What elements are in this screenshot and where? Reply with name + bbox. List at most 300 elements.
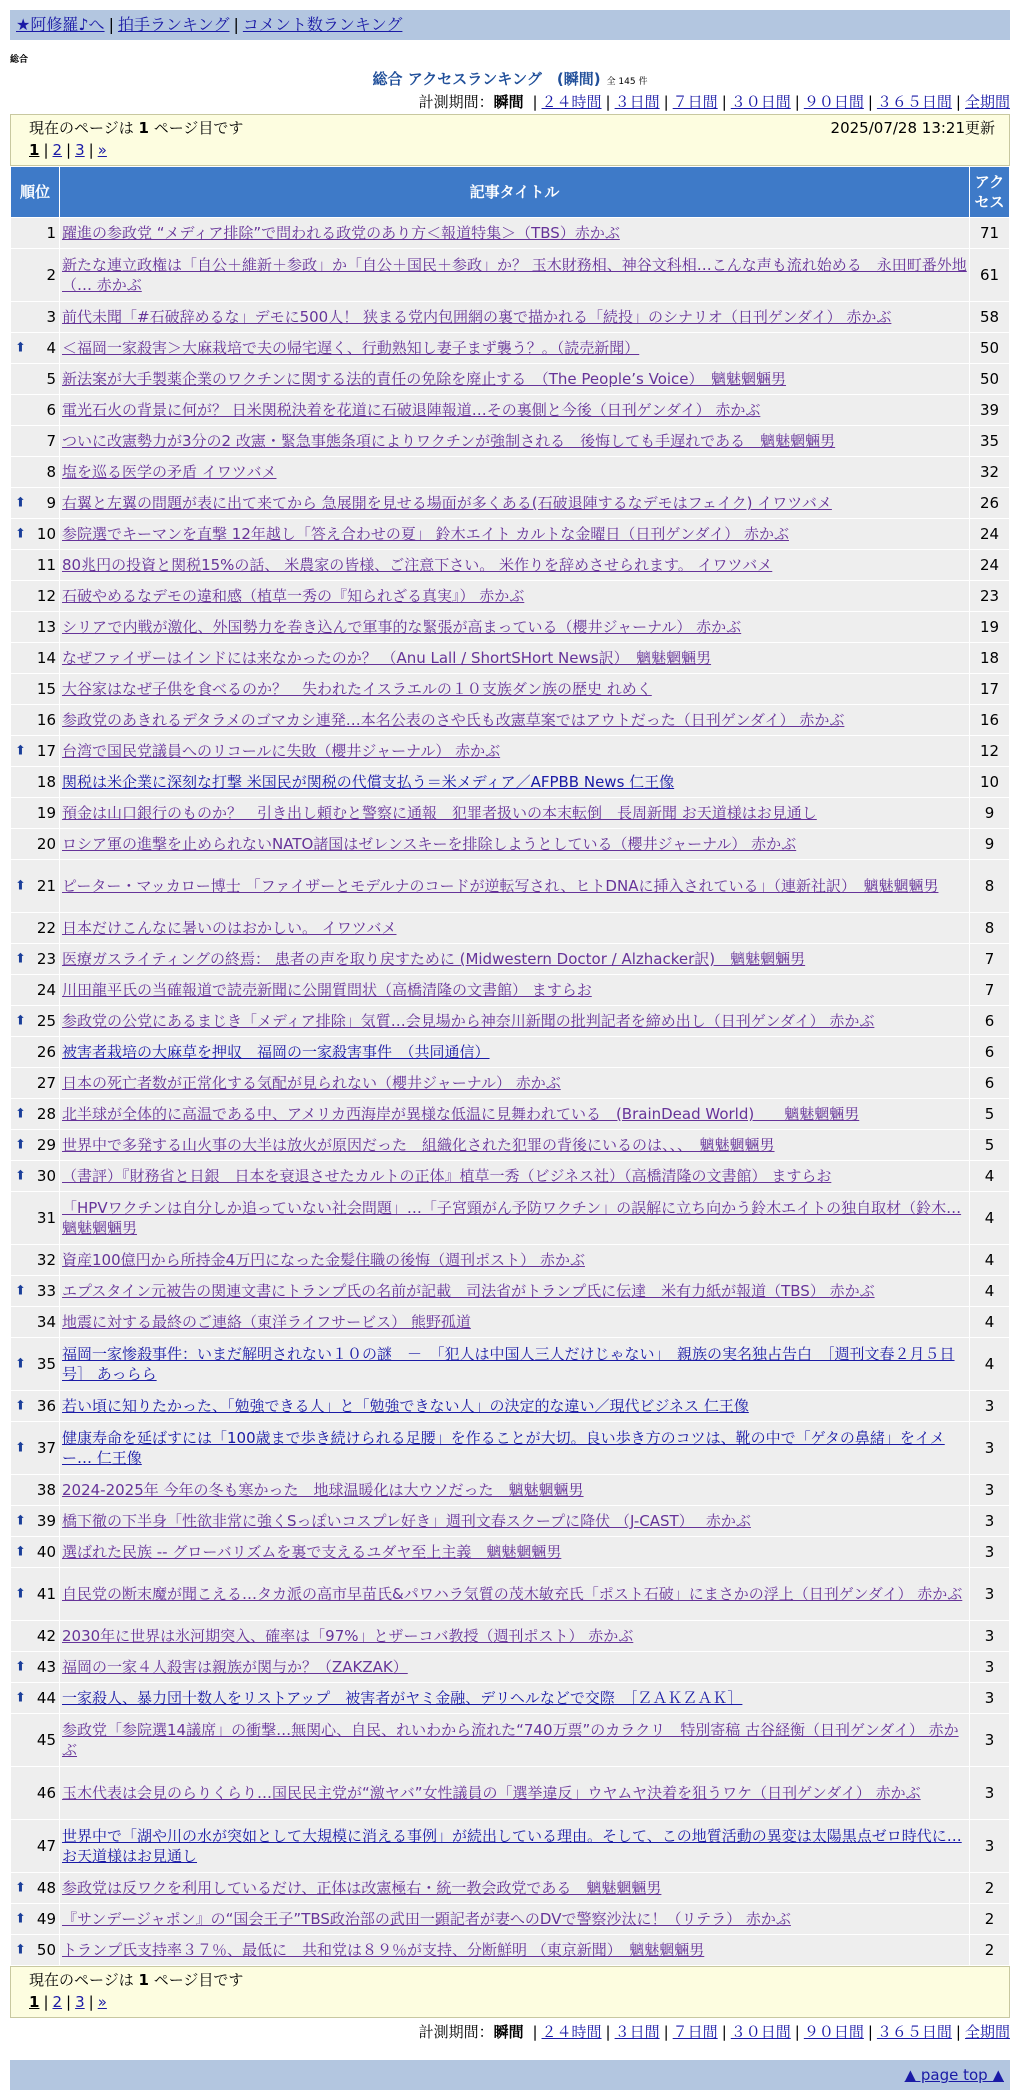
bottom-bar xyxy=(10,2060,1010,2090)
rank-cell xyxy=(11,1130,59,1160)
page-separator: | xyxy=(66,1993,72,2011)
rank-cell xyxy=(11,333,59,363)
page-links xyxy=(29,1991,995,2013)
access-count: 18 xyxy=(970,643,1009,673)
access-count: 3 xyxy=(970,1391,1009,1421)
article-link[interactable]: （書評）『財務省と日銀 日本を衰退させたカルトの正体』植草一秀（ビジネス社）（高橋清隆の文書館） ますらお xyxy=(62,1167,832,1185)
table-row xyxy=(11,767,1009,797)
access-count: 26 xyxy=(970,488,1009,518)
period-link[interactable]: ２４時間 xyxy=(541,2023,602,2041)
title-cell xyxy=(60,488,969,518)
article-link[interactable]: 参政党は反ワクを利用しているだけ、正体は改憲極右・統一教会政党である 魑魅魍魎男 xyxy=(62,1879,662,1897)
column-rank: 順位 xyxy=(11,167,59,217)
article-link[interactable]: 橋下徹の下半身「性欲非常に強くSっぽいコスプレ好き」週刊文春スクープに降伏 （J-CAST） 赤かぶ xyxy=(62,1512,751,1530)
period-separator: | xyxy=(663,2023,669,2041)
rank-number: 42 xyxy=(36,1627,56,1645)
ranking-heading xyxy=(10,68,1010,90)
table-row xyxy=(11,1422,1009,1474)
title-cell xyxy=(60,1820,969,1872)
page-status: 現在のページは 1 ページ目です xyxy=(29,119,244,137)
up-arrow-icon: ⬆ xyxy=(15,340,26,356)
article-link[interactable]: ついに改憲勢力が3分の2 改憲・緊急事態条項によりワクチンが強制される 後悔しても手遅れである 魑魅魍魎男 xyxy=(62,432,836,450)
ranking-table xyxy=(10,166,1010,1966)
next-page-link[interactable]: » xyxy=(97,1993,107,2011)
rank-number: 14 xyxy=(36,649,56,667)
rank-number: 40 xyxy=(36,1543,56,1561)
table-row xyxy=(11,1276,1009,1306)
article-link[interactable]: 参政党「参院選14議席」の衝撃…無関心、自民、れいわから流れた“740万票”のカラクリ 特別寄稿 古谷経衡（日刊ゲンダイ） 赤かぶ xyxy=(62,1721,959,1759)
access-count: 8 xyxy=(970,860,1009,912)
article-link[interactable]: 若い頃に知りたかった、「勉強できる人」と「勉強できない人」の決定的な違い／現代ビジネス 仁王像 xyxy=(62,1397,749,1415)
rank-number: 15 xyxy=(36,680,56,698)
table-row xyxy=(11,1904,1009,1934)
article-link[interactable]: 玉木代表は会見のらりくらり…国民民主党が“激ヤバ”女性議員の「選挙違反」ウヤムヤ決着を狙うワケ（日刊ゲンダイ） 赤かぶ xyxy=(62,1784,921,1802)
rank-cell xyxy=(11,1568,59,1620)
access-count: 5 xyxy=(970,1130,1009,1160)
period-link[interactable]: ３日間 xyxy=(614,2023,660,2041)
access-count: 4 xyxy=(970,1161,1009,1191)
access-count: 3 xyxy=(970,1652,1009,1682)
article-link[interactable]: 被害者栽培の大麻草を押収 福岡の一家殺害事件 （共同通信） xyxy=(62,1043,490,1061)
article-link[interactable]: 塩を巡る医学の矛盾 イワツバメ xyxy=(62,463,277,481)
access-count: 12 xyxy=(970,736,1009,766)
article-link[interactable]: 自民党の断末魔が聞こえる…タカ派の高市早苗氏&パワハラ気質の茂木敏充氏「ポスト石破」にまさかの浮上（日刊ゲンダイ） 赤かぶ xyxy=(62,1585,963,1603)
page-separator: | xyxy=(88,141,94,159)
article-link[interactable]: 医療ガスライティングの終焉： 患者の声を取り戻すために (Midwestern Doctor / Alzhacker訳) 魑魅魍魎男 xyxy=(62,950,806,968)
access-count: 3 xyxy=(970,1568,1009,1620)
table-row xyxy=(11,457,1009,487)
period-links xyxy=(528,2023,1010,2041)
period-link[interactable]: ３６５日間 xyxy=(876,93,952,111)
rank-number: 6 xyxy=(46,401,56,419)
rank-number: 24 xyxy=(36,981,56,999)
article-link[interactable]: 石破やめるなデモの違和感（植草一秀の『知られざる真実』） 赤かぶ xyxy=(62,587,525,605)
title-cell xyxy=(60,550,969,580)
up-arrow-icon: ⬆ xyxy=(15,526,26,542)
rank-number: 44 xyxy=(36,1689,56,1707)
up-arrow-icon: ⬆ xyxy=(15,951,26,967)
title-cell xyxy=(60,612,969,642)
table-row xyxy=(11,913,1009,943)
up-arrow-icon: ⬆ xyxy=(15,1137,26,1153)
article-link[interactable]: 参政党の公党にあるまじき「メディア排除」気質…会見場から神奈川新聞の批判記者を締め出し（日刊ゲンダイ） 赤かぶ xyxy=(62,1012,875,1030)
access-count: 4 xyxy=(970,1338,1009,1390)
article-link[interactable]: 世界中で多発する山火事の大半は放火が原因だった 組織化された犯罪の背後にいるのは、、、 魑魅魍魎男 xyxy=(62,1136,775,1154)
access-count: 24 xyxy=(970,550,1009,580)
page-link[interactable]: 3 xyxy=(75,141,85,159)
period-selector-top xyxy=(10,90,1010,114)
period-link[interactable]: ２４時間 xyxy=(541,93,602,111)
up-arrow-icon: ⬆ xyxy=(15,1586,26,1602)
table-row xyxy=(11,1307,1009,1337)
period-link[interactable]: ３日間 xyxy=(614,93,660,111)
title-cell xyxy=(60,1037,969,1067)
title-cell xyxy=(60,1475,969,1505)
category-label: 総合 xyxy=(10,55,29,65)
title-cell xyxy=(60,1006,969,1036)
article-link[interactable]: 一家殺人、暴力団十数人をリストアップ 被害者がヤミ金融、デリヘルなどで交際 ［ＺＡＫＺＡＫ］ xyxy=(62,1689,743,1707)
article-link[interactable]: 躍進の参政党 “メディア排除”で問われる政党のあり方＜報道特集＞（TBS）赤かぶ xyxy=(62,224,620,242)
article-link[interactable]: 80兆円の投資と関税15%の話、 米農家の皆様、ご注意下さい。 米作りを辞めさせられます。 イワツバメ xyxy=(62,556,773,574)
rank-number: 9 xyxy=(46,494,56,512)
period-link[interactable]: 全期間 xyxy=(964,2023,1010,2041)
rank-cell xyxy=(11,1537,59,1567)
access-count: 4 xyxy=(970,1192,1009,1244)
rank-cell xyxy=(11,249,59,301)
title-cell xyxy=(60,333,969,363)
title-cell xyxy=(60,674,969,704)
up-arrow-icon: ⬆ xyxy=(15,1942,26,1958)
article-link[interactable]: トランプ氏支持率３７％、最低に 共和党は８９％が支持、分断鮮明 （東京新聞） 魑魅魍魎男 xyxy=(62,1941,705,1959)
title-cell xyxy=(60,860,969,912)
rank-cell xyxy=(11,913,59,943)
access-count: 17 xyxy=(970,674,1009,704)
rank-number: 29 xyxy=(36,1136,56,1154)
table-row xyxy=(11,1935,1009,1965)
rank-number: 49 xyxy=(36,1910,56,1928)
title-cell xyxy=(60,767,969,797)
title-cell xyxy=(60,1904,969,1934)
title-cell xyxy=(60,1099,969,1129)
access-count: 58 xyxy=(970,302,1009,332)
page-current: 1 xyxy=(29,1993,40,2011)
title-cell xyxy=(60,913,969,943)
period-separator: | xyxy=(605,2023,611,2041)
article-link[interactable]: 北半球が全体的に高温である中、アメリカ西海岸が異様な低温に見舞われている (BrainDead World) 魑魅魍魎男 xyxy=(62,1105,860,1123)
access-count: 9 xyxy=(970,798,1009,828)
access-count: 19 xyxy=(970,612,1009,642)
rank-cell xyxy=(11,1714,59,1766)
access-count: 8 xyxy=(970,913,1009,943)
title-cell xyxy=(60,736,969,766)
rank-cell xyxy=(11,1475,59,1505)
page-link[interactable]: 3 xyxy=(75,1993,85,2011)
rank-number: 20 xyxy=(36,835,56,853)
period-link[interactable]: ３０日間 xyxy=(730,2023,791,2041)
title-cell xyxy=(60,944,969,974)
up-arrow-icon: ⬆ xyxy=(15,878,26,894)
article-link[interactable]: 選ばれた民族 -- グローバリズムを裏で支えるユダヤ至上主義 魑魅魍魎男 xyxy=(62,1543,562,1561)
rank-cell xyxy=(11,1820,59,1872)
rank-number: 50 xyxy=(36,1941,56,1959)
title-cell xyxy=(60,1307,969,1337)
up-arrow-icon: ⬆ xyxy=(15,495,26,511)
page-top-link[interactable]: ▲ page top ▲ xyxy=(904,2066,1004,2084)
article-link[interactable]: 参政党のあきれるデタラメのゴマカシ連発…本名公表のさや氏も改憲草案ではアウトだった（日刊ゲンダイ） 赤かぶ xyxy=(62,711,845,729)
title-cell xyxy=(60,1537,969,1567)
access-count: 2 xyxy=(970,1873,1009,1903)
access-count: 6 xyxy=(970,1068,1009,1098)
title-cell xyxy=(60,1245,969,1275)
article-link[interactable]: ピーター・マッカロー博士 「ファイザーとモデルナのコードが逆転写され、ヒトDNAに挿入されている」（連新社訳） 魑魅魍魎男 xyxy=(62,877,939,895)
page-link[interactable]: 2 xyxy=(52,1993,63,2011)
period-link[interactable]: 全期間 xyxy=(964,93,1010,111)
period-link[interactable]: ７日間 xyxy=(672,93,718,111)
table-row xyxy=(11,550,1009,580)
rank-cell xyxy=(11,519,59,549)
title-cell xyxy=(60,1714,969,1766)
comment-ranking-link[interactable]: コメント数ランキング xyxy=(242,15,403,34)
title-cell xyxy=(60,798,969,828)
title-cell xyxy=(60,643,969,673)
rank-number: 39 xyxy=(36,1512,56,1530)
period-link[interactable]: ９０日間 xyxy=(803,93,864,111)
title-cell xyxy=(60,457,969,487)
article-link[interactable]: 大谷家はなぜ子供を食べるのか？ 失われたイスラエルの１０支族ダン族の歴史 れめく xyxy=(62,680,652,698)
table-row xyxy=(11,612,1009,642)
rank-cell xyxy=(11,1099,59,1129)
rank-number: 34 xyxy=(36,1313,56,1331)
period-separator: | xyxy=(794,93,800,111)
page-separator: | xyxy=(66,141,72,159)
up-arrow-icon: ⬆ xyxy=(15,1168,26,1184)
article-link[interactable]: 健康寿命を延ばすには「100歳まで歩き続けられる足腰」を作ることが大切。良い歩き方のコツは、靴の中で「ゲタの鼻緒」をイメー… 仁王像 xyxy=(62,1429,945,1467)
rank-number: 27 xyxy=(36,1074,56,1092)
rank-number: 22 xyxy=(36,919,56,937)
rank-cell xyxy=(11,829,59,859)
rank-number: 47 xyxy=(36,1837,56,1855)
page xyxy=(10,0,1010,2090)
article-link[interactable]: 福岡一家惨殺事件：いまだ解明されない１０の謎 － 「犯人は中国人三人だけじゃない」 親族の実名独占告白 ［週刊文春２月５日号］ あっらら xyxy=(62,1345,955,1383)
article-link[interactable]: 日本の死亡者数が正常化する気配が見られない（櫻井ジャーナル） 赤かぶ xyxy=(62,1074,561,1092)
rank-number: 41 xyxy=(36,1585,56,1603)
page-link[interactable]: 2 xyxy=(52,141,63,159)
rank-cell xyxy=(11,860,59,912)
up-arrow-icon: ⬆ xyxy=(15,1911,26,1927)
rank-number: 21 xyxy=(36,877,56,895)
table-row xyxy=(11,519,1009,549)
rank-cell xyxy=(11,705,59,735)
title-cell xyxy=(60,1276,969,1306)
period-link[interactable]: ７日間 xyxy=(672,2023,718,2041)
period-link[interactable]: ３０日間 xyxy=(730,93,791,111)
home-link[interactable]: ★阿修羅♪へ xyxy=(16,15,105,34)
rank-number: 48 xyxy=(36,1879,56,1897)
article-link[interactable]: 日本だけこんなに暑いのはおかしい。 イワツバメ xyxy=(62,919,397,937)
article-link[interactable]: 『サンデージャポン』の“国会王子”TBS政治部の武田一顕記者が妻へのDVで警察沙汰に！（リテラ） 赤かぶ xyxy=(62,1910,791,1928)
access-count: 3 xyxy=(970,1714,1009,1766)
rank-cell xyxy=(11,1006,59,1036)
article-link[interactable]: 参院選でキーマンを直撃 12年越し「答え合わせの夏」 鈴木エイト カルトな金曜日（日刊ゲンダイ） 赤かぶ xyxy=(62,525,789,543)
up-arrow-icon: ⬆ xyxy=(15,1513,26,1529)
access-count: 35 xyxy=(970,426,1009,456)
rank-number: 5 xyxy=(46,370,56,388)
rank-number: 38 xyxy=(36,1481,56,1499)
rank-cell xyxy=(11,550,59,580)
rank-number: 13 xyxy=(36,618,56,636)
rank-number: 10 xyxy=(36,525,56,543)
rank-cell xyxy=(11,1037,59,1067)
article-link[interactable]: 右翼と左翼の問題が表に出て来てから 急展開を見せる場面が多くある(石破退陣するなデモはフェイク) イワツバメ xyxy=(62,494,832,512)
page-current: 1 xyxy=(29,141,40,159)
rank-cell xyxy=(11,1904,59,1934)
top-nav-bar xyxy=(10,10,1010,40)
table-row xyxy=(11,1683,1009,1713)
rank-number: 12 xyxy=(36,587,56,605)
period-links xyxy=(528,93,1010,111)
up-arrow-icon: ⬆ xyxy=(15,1398,26,1414)
access-count: 32 xyxy=(970,457,1009,487)
rank-cell xyxy=(11,1506,59,1536)
access-count: 50 xyxy=(970,333,1009,363)
table-row xyxy=(11,860,1009,912)
article-link[interactable]: 電光石火の背景に何が？ 日米関税決着を花道に石破退陣報道…その裏側と今後（日刊ゲンダイ） 赤かぶ xyxy=(62,401,761,419)
access-count: 3 xyxy=(970,1621,1009,1651)
table-row xyxy=(11,1537,1009,1567)
access-count: 39 xyxy=(970,395,1009,425)
article-link[interactable]: 福岡の一家４人殺害は親族が関与か？（ZAKZAK） xyxy=(62,1658,408,1676)
article-link[interactable]: 世界中で「湖や川の水が突如として大規模に消える事例」が続出している理由。そして、この地質活動の異変は太陽黒点ゼロ時代に… お天道様はお見通し xyxy=(62,1827,962,1865)
article-link[interactable]: エプスタイン元被告の関連文書にトランプ氏の名前が記載 司法省がトランプ氏に伝達 米有力紙が報道（TBS） 赤かぶ xyxy=(62,1282,875,1300)
rank-number: 46 xyxy=(36,1784,56,1802)
rank-number: 33 xyxy=(36,1282,56,1300)
article-link[interactable]: 川田龍平氏の当確報道で読売新聞に公開質問状（高橋清隆の文書館） ますらお xyxy=(62,981,592,999)
title-cell xyxy=(60,1683,969,1713)
rank-number: 26 xyxy=(36,1043,56,1061)
rank-number: 7 xyxy=(46,432,56,450)
article-link[interactable]: 2030年に世界は氷河期突入、確率は「97%」とザーコバ教授（週刊ポスト） 赤かぶ xyxy=(62,1627,634,1645)
article-link[interactable]: 預金は山口銀行のものか？ 引き出し頼むと警察に通報 犯罪者扱いの本末転倒 長周新聞 お天道様はお見通し xyxy=(62,804,817,822)
table-row xyxy=(11,1714,1009,1766)
up-arrow-icon: ⬆ xyxy=(15,1659,26,1675)
period-separator: | xyxy=(955,93,961,111)
title-cell xyxy=(60,829,969,859)
rank-number: 19 xyxy=(36,804,56,822)
table-row xyxy=(11,1621,1009,1651)
table-row xyxy=(11,1192,1009,1244)
table-row xyxy=(11,1506,1009,1536)
period-separator: | xyxy=(867,2023,873,2041)
article-link[interactable]: 資産100億円から所持金4万円になった金髪住職の後悔（週刊ポスト） 赤かぶ xyxy=(62,1251,585,1269)
rank-cell xyxy=(11,457,59,487)
rank-cell xyxy=(11,1307,59,1337)
up-arrow-icon: ⬆ xyxy=(15,1880,26,1896)
rank-cell xyxy=(11,488,59,518)
table-row xyxy=(11,1245,1009,1275)
table-row xyxy=(11,1391,1009,1421)
period-separator: | xyxy=(663,93,669,111)
rank-cell xyxy=(11,736,59,766)
access-count: 7 xyxy=(970,944,1009,974)
article-link[interactable]: ロシア軍の進撃を止められないNATO諸国はゼレンスキーを排除しようとしている（櫻井ジャーナル） 赤かぶ xyxy=(62,835,797,853)
article-link[interactable]: 2024-2025年 今年の冬も寒かった 地球温暖化は大ウソだった 魑魅魍魎男 xyxy=(62,1481,584,1499)
rank-cell xyxy=(11,395,59,425)
table-row xyxy=(11,1068,1009,1098)
access-count: 4 xyxy=(970,1276,1009,1306)
article-link[interactable]: 台湾で国民党議員へのリコールに失敗（櫻井ジャーナル） 赤かぶ xyxy=(62,742,501,760)
rank-cell xyxy=(11,1192,59,1244)
table-row xyxy=(11,364,1009,394)
rank-cell xyxy=(11,1652,59,1682)
access-count: 9 xyxy=(970,829,1009,859)
applause-ranking-link[interactable]: 拍手ランキング xyxy=(117,15,230,34)
updated-timestamp: 2025/07/28 13:21更新 xyxy=(830,119,995,137)
total-count: 全 145 件 xyxy=(606,77,648,87)
pager-bottom xyxy=(10,1966,1010,2018)
rank-cell xyxy=(11,218,59,248)
up-arrow-icon: ⬆ xyxy=(15,1440,26,1456)
rank-number: 37 xyxy=(36,1439,56,1457)
access-count: 2 xyxy=(970,1904,1009,1934)
period-separator: | xyxy=(532,93,538,111)
article-link[interactable]: 「HPVワクチンは自分しか追っていない社会問題」…「子宮頸がん予防ワクチン」の誤解に立ち向かう鈴木エイトの独自取材（鈴木… 魑魅魍魎男 xyxy=(62,1199,962,1237)
rank-cell xyxy=(11,767,59,797)
period-link[interactable]: ３６５日間 xyxy=(876,2023,952,2041)
rank-cell xyxy=(11,1935,59,1965)
rank-number: 45 xyxy=(36,1731,56,1749)
ranking-rows xyxy=(11,218,1009,1965)
rank-cell xyxy=(11,643,59,673)
table-row xyxy=(11,798,1009,828)
table-row xyxy=(11,1130,1009,1160)
rank-number: 36 xyxy=(36,1397,56,1415)
title-cell xyxy=(60,519,969,549)
article-link[interactable]: なぜファイザーはインドには来なかったのか？ （Anu Lall / ShortSHort News訳） 魑魅魍魎男 xyxy=(62,649,712,667)
table-row xyxy=(11,1767,1009,1819)
rank-cell xyxy=(11,581,59,611)
article-link[interactable]: 関税は米企業に深刻な打撃 米国民が関税の代償支払う＝米メディア／AFPBB News 仁王像 xyxy=(62,773,675,791)
period-separator: | xyxy=(955,2023,961,2041)
title-cell xyxy=(60,1506,969,1536)
period-separator: | xyxy=(532,2023,538,2041)
up-arrow-icon: ⬆ xyxy=(15,1283,26,1299)
rank-cell xyxy=(11,1683,59,1713)
rank-number: 16 xyxy=(36,711,56,729)
access-count: 3 xyxy=(970,1475,1009,1505)
title-cell xyxy=(60,581,969,611)
up-arrow-icon: ⬆ xyxy=(15,1690,26,1706)
next-page-link[interactable]: » xyxy=(97,141,107,159)
access-count: 3 xyxy=(970,1506,1009,1536)
page-separator: | xyxy=(88,1993,94,2011)
table-row xyxy=(11,249,1009,301)
access-count: 3 xyxy=(970,1537,1009,1567)
table-row xyxy=(11,488,1009,518)
article-link[interactable]: ＜福岡一家殺害＞大麻栽培で夫の帰宅遅く、行動熟知し妻子まず襲う？。（読売新聞） xyxy=(62,339,640,357)
table-row xyxy=(11,581,1009,611)
table-row xyxy=(11,944,1009,974)
period-separator: | xyxy=(721,93,727,111)
title-cell xyxy=(60,364,969,394)
access-count: 16 xyxy=(970,705,1009,735)
table-row xyxy=(11,643,1009,673)
table-row xyxy=(11,975,1009,1005)
table-row xyxy=(11,1161,1009,1191)
rank-cell xyxy=(11,1068,59,1098)
rank-cell xyxy=(11,364,59,394)
article-link[interactable]: 地震に対する最終のご連絡（東洋ライフサービス） 熊野孤道 xyxy=(62,1313,471,1331)
article-link[interactable]: シリアで内戦が激化、外国勢力を巻き込んで軍事的な緊張が高まっている（櫻井ジャーナル） 赤かぶ xyxy=(62,618,742,636)
table-row xyxy=(11,1652,1009,1682)
rank-cell xyxy=(11,612,59,642)
access-count: 5 xyxy=(970,1099,1009,1129)
title-cell xyxy=(60,1935,969,1965)
pager-top xyxy=(10,114,1010,166)
access-count: 3 xyxy=(970,1820,1009,1872)
rank-number: 8 xyxy=(46,463,56,481)
title-cell xyxy=(60,1130,969,1160)
article-link[interactable]: 前代未聞「#石破辞めるな」デモに500人！ 狭まる党内包囲網の裏で描かれる「続投」のシナリオ（日刊ゲンダイ） 赤かぶ xyxy=(62,308,892,326)
title-cell xyxy=(60,1192,969,1244)
period-link[interactable]: ９０日間 xyxy=(803,2023,864,2041)
rank-number: 1 xyxy=(46,224,56,242)
table-row xyxy=(11,705,1009,735)
title-cell xyxy=(60,1391,969,1421)
article-link[interactable]: 新法案が大手製薬企業のワクチンに関する法的責任の免除を廃止する （The People’s Voice） 魑魅魍魎男 xyxy=(62,370,787,388)
rank-cell xyxy=(11,1422,59,1474)
article-link[interactable]: 新たな連立政権は「自公＋維新＋参政」か「自公＋国民＋参政」か？ 玉木財務相、神谷文科相…こんな声も流れ始める 永田町番外地（… 赤かぶ xyxy=(62,256,967,294)
page-separator: | xyxy=(43,1993,49,2011)
